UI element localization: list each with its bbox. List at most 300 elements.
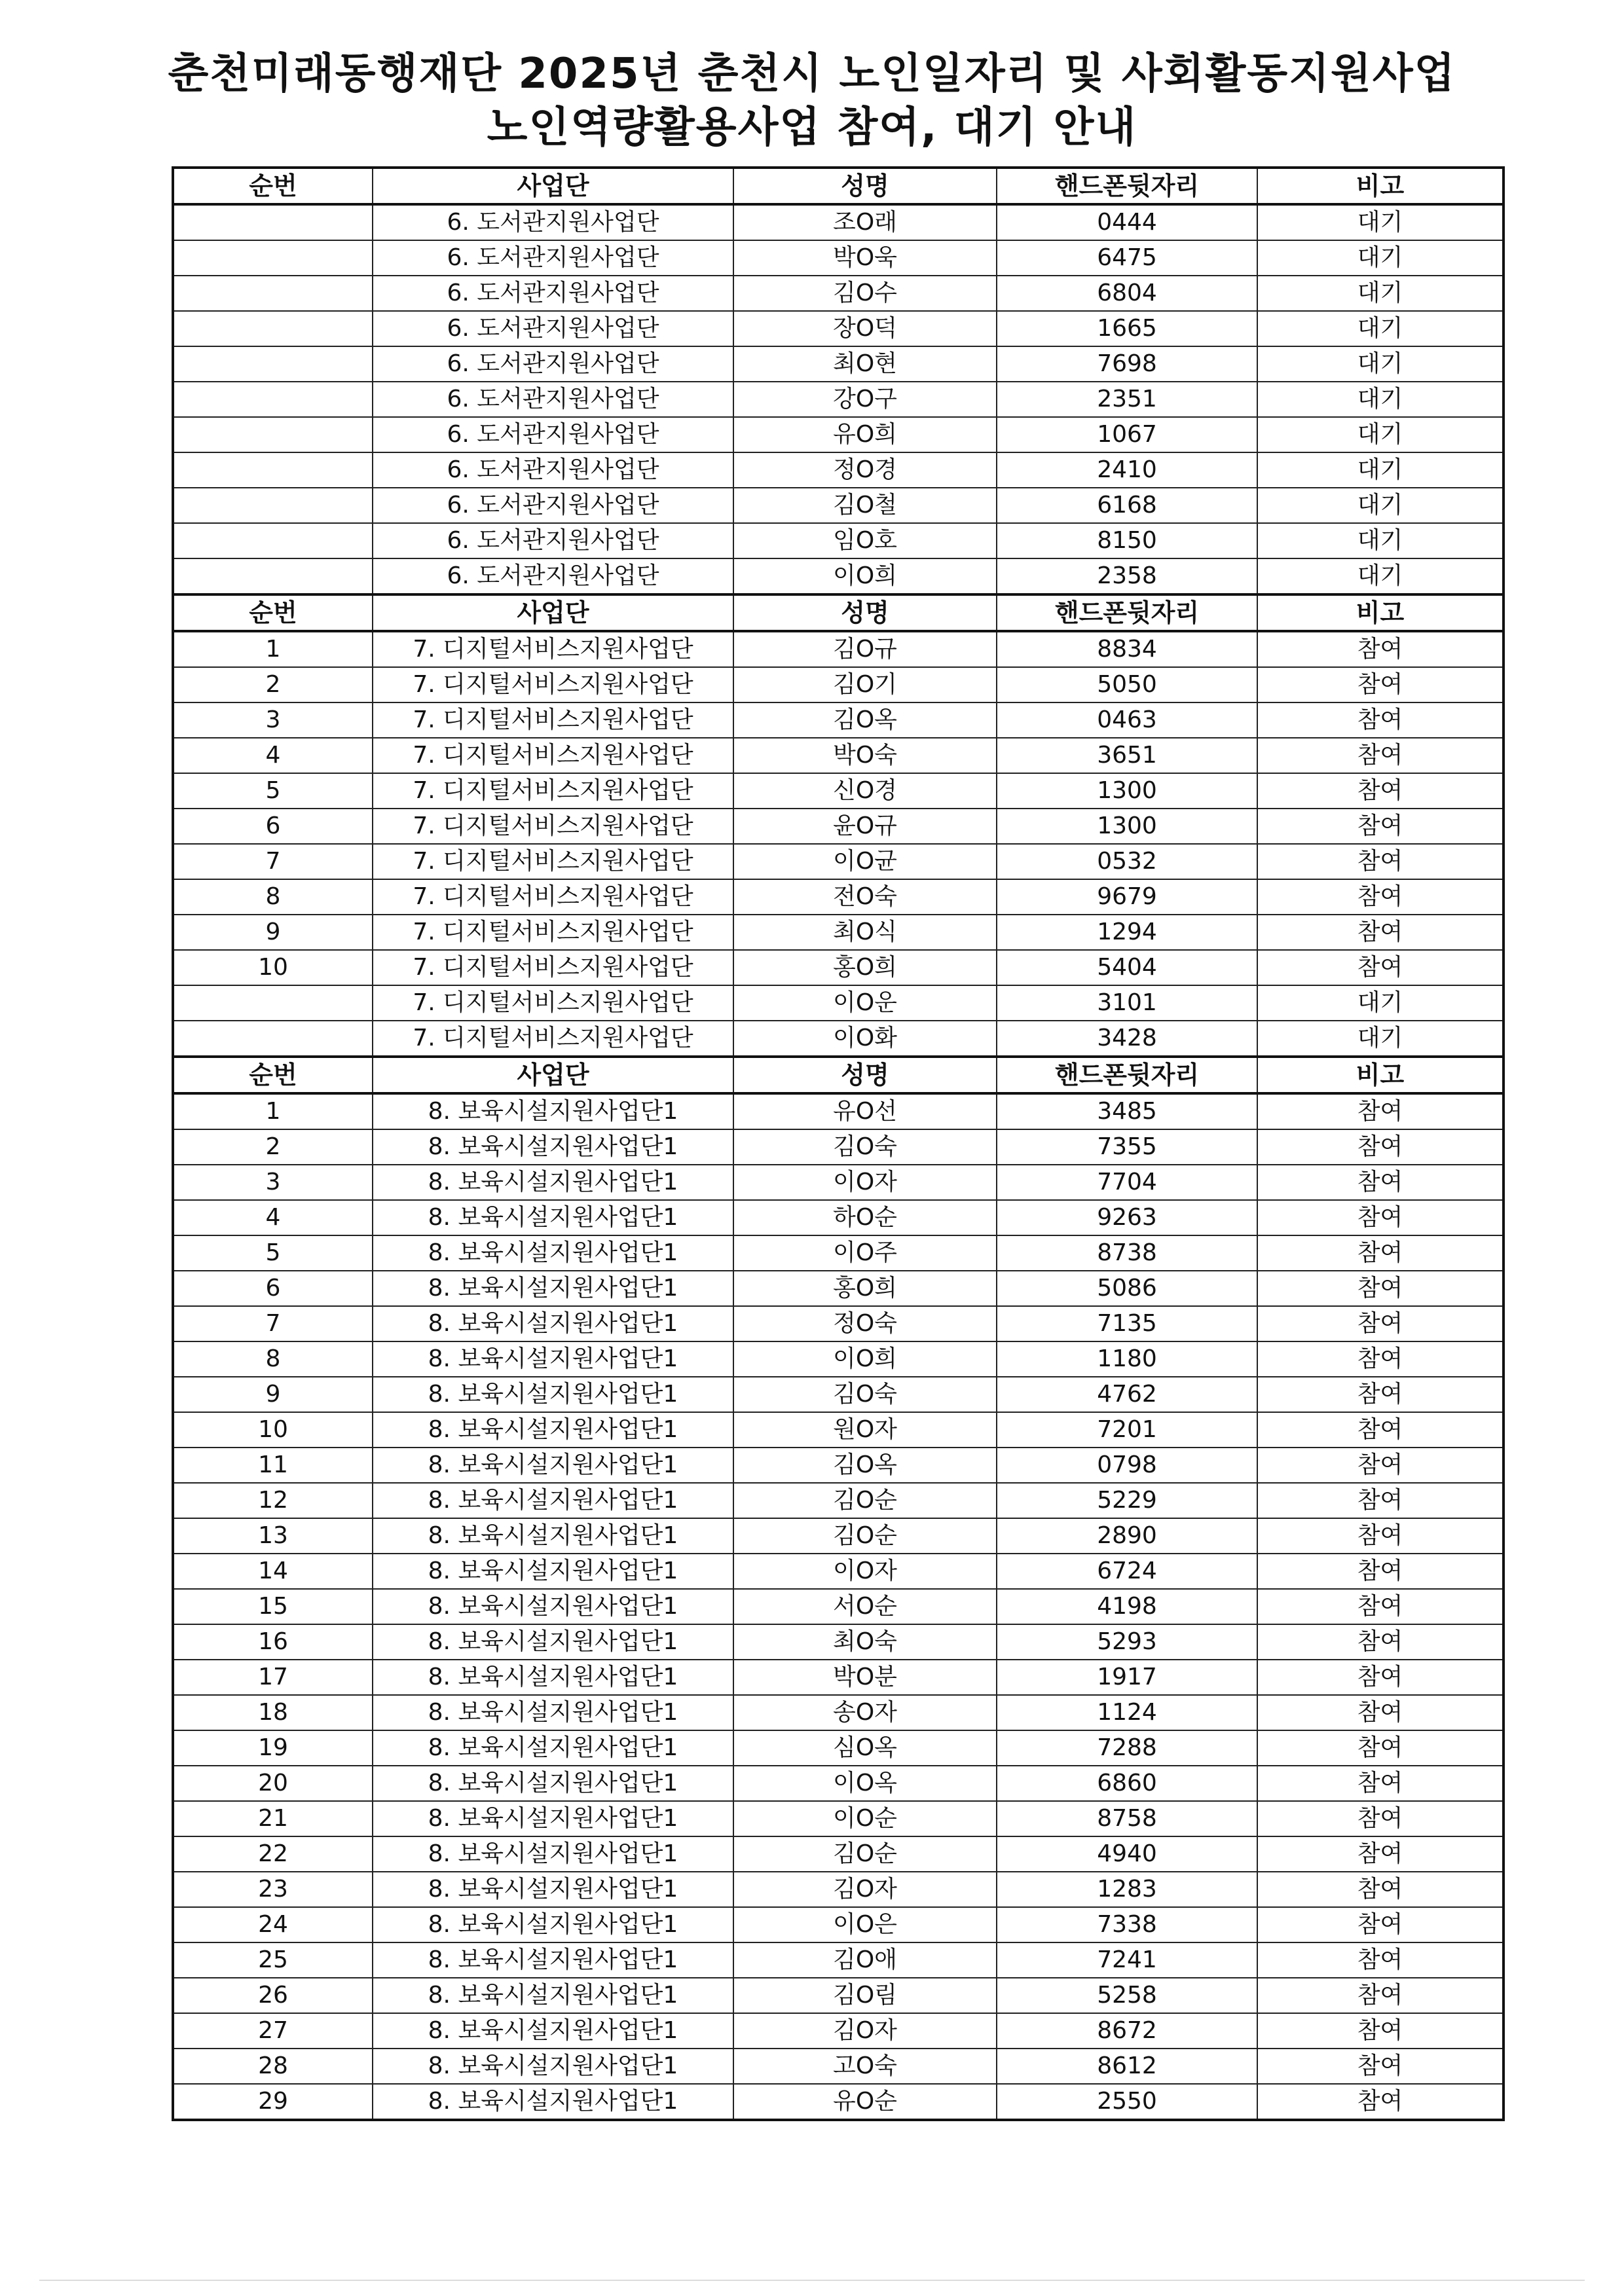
name-cell: 김O자 <box>733 1872 997 1907</box>
row-number-cell: 1 <box>173 1093 373 1129</box>
table-row <box>173 240 1504 276</box>
phone-suffix-cell: 7704 <box>997 1165 1257 1200</box>
row-number-cell: 18 <box>173 1695 373 1730</box>
status-cell: 참여 <box>1257 844 1504 879</box>
table-row <box>173 1412 1504 1448</box>
table-row <box>173 1200 1504 1235</box>
row-number-cell: 8 <box>173 879 373 915</box>
team-cell: 6. 도서관지원사업단 <box>373 240 733 276</box>
status-cell: 참여 <box>1257 1801 1504 1836</box>
status-cell: 참여 <box>1257 1978 1504 2013</box>
name-cell: 장O덕 <box>733 311 997 346</box>
team-cell: 8. 보육시설지원사업단1 <box>373 1766 733 1801</box>
status-cell: 참여 <box>1257 1483 1504 1518</box>
status-cell: 참여 <box>1257 1589 1504 1624</box>
phone-suffix-cell: 6804 <box>997 276 1257 311</box>
team-cell: 8. 보육시설지원사업단1 <box>373 1801 733 1836</box>
team-cell: 7. 디지털서비스지원사업단 <box>373 738 733 773</box>
phone-suffix-cell: 2410 <box>997 452 1257 488</box>
phone-suffix-cell: 8758 <box>997 1801 1257 1836</box>
table-row <box>173 1589 1504 1624</box>
status-cell: 대기 <box>1257 488 1504 523</box>
row-number-cell <box>173 1021 373 1057</box>
phone-suffix-cell: 4198 <box>997 1589 1257 1624</box>
row-number-cell: 6 <box>173 1271 373 1306</box>
status-cell: 대기 <box>1257 204 1504 240</box>
team-cell: 7. 디지털서비스지원사업단 <box>373 915 733 950</box>
phone-suffix-cell: 0444 <box>997 204 1257 240</box>
phone-suffix-cell: 1124 <box>997 1695 1257 1730</box>
name-cell: 최O숙 <box>733 1624 997 1660</box>
name-cell: 하O순 <box>733 1200 997 1235</box>
row-number-cell <box>173 417 373 452</box>
row-number-cell: 29 <box>173 2084 373 2120</box>
table-row <box>173 204 1504 240</box>
team-cell: 7. 디지털서비스지원사업단 <box>373 809 733 844</box>
table-row <box>173 1235 1504 1271</box>
table-row <box>173 773 1504 809</box>
name-cell: 유O순 <box>733 2084 997 2120</box>
table-row <box>173 631 1504 667</box>
team-cell: 6. 도서관지원사업단 <box>373 417 733 452</box>
row-number-cell <box>173 311 373 346</box>
row-number-cell: 11 <box>173 1448 373 1483</box>
table-row <box>173 667 1504 702</box>
team-cell: 7. 디지털서비스지원사업단 <box>373 631 733 667</box>
status-cell: 참여 <box>1257 1306 1504 1341</box>
phone-suffix-cell: 3485 <box>997 1093 1257 1129</box>
column-header-no: 순번 <box>173 594 373 631</box>
table-row <box>173 1021 1504 1057</box>
status-cell: 참여 <box>1257 1200 1504 1235</box>
table-header-row <box>173 168 1504 204</box>
phone-suffix-cell: 8834 <box>997 631 1257 667</box>
status-cell: 참여 <box>1257 1907 1504 1942</box>
status-cell: 참여 <box>1257 2049 1504 2084</box>
name-cell: 이O자 <box>733 1165 997 1200</box>
status-cell: 대기 <box>1257 558 1504 594</box>
phone-suffix-cell: 1300 <box>997 809 1257 844</box>
status-cell: 참여 <box>1257 1872 1504 1907</box>
status-cell: 참여 <box>1257 773 1504 809</box>
status-cell: 참여 <box>1257 1165 1504 1200</box>
column-header-team: 사업단 <box>373 594 733 631</box>
phone-suffix-cell: 0463 <box>997 702 1257 738</box>
document-title <box>0 47 1624 155</box>
row-number-cell: 2 <box>173 1129 373 1165</box>
phone-suffix-cell: 9679 <box>997 879 1257 915</box>
name-cell: 이O순 <box>733 1801 997 1836</box>
status-cell: 대기 <box>1257 452 1504 488</box>
row-number-cell: 20 <box>173 1766 373 1801</box>
table-row <box>173 2013 1504 2049</box>
team-cell: 8. 보육시설지원사업단1 <box>373 2049 733 2084</box>
status-cell: 참여 <box>1257 1660 1504 1695</box>
table-row <box>173 1907 1504 1942</box>
table-row <box>173 1836 1504 1872</box>
row-number-cell: 22 <box>173 1836 373 1872</box>
status-cell: 대기 <box>1257 276 1504 311</box>
team-cell: 8. 보육시설지원사업단1 <box>373 1907 733 1942</box>
name-cell: 박O숙 <box>733 738 997 773</box>
row-number-cell: 5 <box>173 773 373 809</box>
row-number-cell: 2 <box>173 667 373 702</box>
row-number-cell <box>173 452 373 488</box>
title-line-1: 춘천미래동행재단 2025년 춘천시 노인일자리 및 사회활동지원사업 <box>168 50 1456 98</box>
team-cell: 8. 보육시설지원사업단1 <box>373 2013 733 2049</box>
name-cell: 김O수 <box>733 276 997 311</box>
column-header-phone: 핸드폰뒷자리 <box>997 594 1257 631</box>
name-cell: 박O분 <box>733 1660 997 1695</box>
name-cell: 서O순 <box>733 1589 997 1624</box>
phone-suffix-cell: 3428 <box>997 1021 1257 1057</box>
team-cell: 6. 도서관지원사업단 <box>373 276 733 311</box>
name-cell: 이O희 <box>733 558 997 594</box>
status-cell: 대기 <box>1257 240 1504 276</box>
status-cell: 참여 <box>1257 2084 1504 2120</box>
status-cell: 참여 <box>1257 1093 1504 1129</box>
name-cell: 김O철 <box>733 488 997 523</box>
row-number-cell <box>173 558 373 594</box>
phone-suffix-cell: 6168 <box>997 488 1257 523</box>
team-cell: 8. 보육시설지원사업단1 <box>373 1200 733 1235</box>
name-cell: 정O경 <box>733 452 997 488</box>
name-cell: 고O숙 <box>733 2049 997 2084</box>
row-number-cell <box>173 523 373 558</box>
row-number-cell <box>173 204 373 240</box>
column-header-name: 성명 <box>733 1057 997 1093</box>
phone-suffix-cell: 4940 <box>997 1836 1257 1872</box>
team-cell: 7. 디지털서비스지원사업단 <box>373 1021 733 1057</box>
name-cell: 이O옥 <box>733 1766 997 1801</box>
title-line-2: 노인역량활용사업 참여, 대기 안내 <box>487 103 1137 152</box>
row-number-cell: 9 <box>173 1377 373 1412</box>
team-cell: 7. 디지털서비스지원사업단 <box>373 844 733 879</box>
phone-suffix-cell: 7698 <box>997 346 1257 382</box>
status-cell: 참여 <box>1257 2013 1504 2049</box>
table-row <box>173 1341 1504 1377</box>
column-header-phone: 핸드폰뒷자리 <box>997 168 1257 204</box>
column-header-name: 성명 <box>733 168 997 204</box>
phone-suffix-cell: 5050 <box>997 667 1257 702</box>
team-cell: 8. 보육시설지원사업단1 <box>373 1129 733 1165</box>
table-row <box>173 738 1504 773</box>
row-number-cell: 27 <box>173 2013 373 2049</box>
table-row <box>173 1624 1504 1660</box>
team-cell: 6. 도서관지원사업단 <box>373 488 733 523</box>
phone-suffix-cell: 1917 <box>997 1660 1257 1695</box>
status-cell: 참여 <box>1257 1377 1504 1412</box>
table-row <box>173 1093 1504 1129</box>
team-cell: 6. 도서관지원사업단 <box>373 452 733 488</box>
name-cell: 최O식 <box>733 915 997 950</box>
phone-suffix-cell: 5258 <box>997 1978 1257 2013</box>
team-cell: 8. 보육시설지원사업단1 <box>373 1942 733 1978</box>
phone-suffix-cell: 1283 <box>997 1872 1257 1907</box>
row-number-cell <box>173 382 373 417</box>
table-row <box>173 1518 1504 1554</box>
table-header-row <box>173 594 1504 631</box>
row-number-cell: 24 <box>173 1907 373 1942</box>
team-cell: 8. 보육시설지원사업단1 <box>373 1518 733 1554</box>
status-cell: 참여 <box>1257 1271 1504 1306</box>
team-cell: 8. 보육시설지원사업단1 <box>373 1660 733 1695</box>
name-cell: 김O순 <box>733 1483 997 1518</box>
team-cell: 8. 보육시설지원사업단1 <box>373 1695 733 1730</box>
status-cell: 대기 <box>1257 311 1504 346</box>
column-header-name: 성명 <box>733 594 997 631</box>
name-cell: 김O순 <box>733 1518 997 1554</box>
name-cell: 이O운 <box>733 985 997 1021</box>
status-cell: 참여 <box>1257 1518 1504 1554</box>
table-row <box>173 1377 1504 1412</box>
table-row <box>173 1766 1504 1801</box>
name-cell: 김O림 <box>733 1978 997 2013</box>
column-header-no: 순번 <box>173 1057 373 1093</box>
row-number-cell: 19 <box>173 1730 373 1766</box>
phone-suffix-cell: 1665 <box>997 311 1257 346</box>
row-number-cell: 8 <box>173 1341 373 1377</box>
team-cell: 8. 보육시설지원사업단1 <box>373 1483 733 1518</box>
phone-suffix-cell: 2351 <box>997 382 1257 417</box>
team-cell: 7. 디지털서비스지원사업단 <box>373 879 733 915</box>
name-cell: 유O희 <box>733 417 997 452</box>
name-cell: 정O숙 <box>733 1306 997 1341</box>
row-number-cell <box>173 346 373 382</box>
name-cell: 이O균 <box>733 844 997 879</box>
table-row <box>173 1942 1504 1978</box>
table-row <box>173 311 1504 346</box>
name-cell: 김O옥 <box>733 702 997 738</box>
name-cell: 윤O규 <box>733 809 997 844</box>
name-cell: 김O숙 <box>733 1377 997 1412</box>
phone-suffix-cell: 3101 <box>997 985 1257 1021</box>
team-cell: 8. 보육시설지원사업단1 <box>373 1271 733 1306</box>
phone-suffix-cell: 8150 <box>997 523 1257 558</box>
team-cell: 8. 보육시설지원사업단1 <box>373 1836 733 1872</box>
phone-suffix-cell: 9263 <box>997 1200 1257 1235</box>
row-number-cell <box>173 276 373 311</box>
table-row <box>173 1271 1504 1306</box>
name-cell: 유O선 <box>733 1093 997 1129</box>
team-cell: 8. 보육시설지원사업단1 <box>373 1235 733 1271</box>
row-number-cell: 1 <box>173 631 373 667</box>
status-cell: 참여 <box>1257 1942 1504 1978</box>
table-row <box>173 985 1504 1021</box>
status-cell: 참여 <box>1257 1730 1504 1766</box>
team-cell: 8. 보육시설지원사업단1 <box>373 1412 733 1448</box>
team-cell: 6. 도서관지원사업단 <box>373 558 733 594</box>
table-row <box>173 1554 1504 1589</box>
table-row <box>173 915 1504 950</box>
name-cell: 김O숙 <box>733 1129 997 1165</box>
row-number-cell: 4 <box>173 738 373 773</box>
team-cell: 8. 보육시설지원사업단1 <box>373 1377 733 1412</box>
name-cell: 전O숙 <box>733 879 997 915</box>
name-cell: 김O애 <box>733 1942 997 1978</box>
status-cell: 참여 <box>1257 879 1504 915</box>
row-number-cell <box>173 985 373 1021</box>
name-cell: 강O구 <box>733 382 997 417</box>
phone-suffix-cell: 2890 <box>997 1518 1257 1554</box>
team-cell: 8. 보육시설지원사업단1 <box>373 2084 733 2120</box>
table-row <box>173 382 1504 417</box>
team-cell: 8. 보육시설지원사업단1 <box>373 1448 733 1483</box>
phone-suffix-cell: 1180 <box>997 1341 1257 1377</box>
team-cell: 6. 도서관지원사업단 <box>373 382 733 417</box>
phone-suffix-cell: 7135 <box>997 1306 1257 1341</box>
phone-suffix-cell: 0798 <box>997 1448 1257 1483</box>
name-cell: 조O래 <box>733 204 997 240</box>
status-cell: 참여 <box>1257 667 1504 702</box>
phone-suffix-cell: 2358 <box>997 558 1257 594</box>
table-row <box>173 879 1504 915</box>
name-cell: 이O주 <box>733 1235 997 1271</box>
team-cell: 8. 보육시설지원사업단1 <box>373 1589 733 1624</box>
team-cell: 7. 디지털서비스지원사업단 <box>373 702 733 738</box>
phone-suffix-cell: 6724 <box>997 1554 1257 1589</box>
row-number-cell <box>173 240 373 276</box>
status-cell: 대기 <box>1257 523 1504 558</box>
table-row <box>173 702 1504 738</box>
team-cell: 6. 도서관지원사업단 <box>373 311 733 346</box>
table-row <box>173 1730 1504 1766</box>
team-cell: 7. 디지털서비스지원사업단 <box>373 667 733 702</box>
name-cell: 김O자 <box>733 2013 997 2049</box>
row-number-cell: 28 <box>173 2049 373 2084</box>
phone-suffix-cell: 6860 <box>997 1766 1257 1801</box>
table-row <box>173 523 1504 558</box>
row-number-cell: 10 <box>173 1412 373 1448</box>
name-cell: 홍O희 <box>733 950 997 985</box>
row-number-cell <box>173 488 373 523</box>
table-row <box>173 1801 1504 1836</box>
row-number-cell: 25 <box>173 1942 373 1978</box>
table-row <box>173 346 1504 382</box>
phone-suffix-cell: 4762 <box>997 1377 1257 1412</box>
phone-suffix-cell: 5229 <box>997 1483 1257 1518</box>
name-cell: 김O기 <box>733 667 997 702</box>
phone-suffix-cell: 7338 <box>997 1907 1257 1942</box>
table-row <box>173 1872 1504 1907</box>
name-cell: 이O화 <box>733 1021 997 1057</box>
phone-suffix-cell: 3651 <box>997 738 1257 773</box>
table-row <box>173 452 1504 488</box>
phone-suffix-cell: 1300 <box>997 773 1257 809</box>
table-row <box>173 558 1504 594</box>
status-cell: 참여 <box>1257 809 1504 844</box>
team-cell: 7. 디지털서비스지원사업단 <box>373 985 733 1021</box>
row-number-cell: 16 <box>173 1624 373 1660</box>
column-header-team: 사업단 <box>373 1057 733 1093</box>
row-number-cell: 7 <box>173 844 373 879</box>
phone-suffix-cell: 7201 <box>997 1412 1257 1448</box>
table-row <box>173 2084 1504 2120</box>
status-cell: 참여 <box>1257 1554 1504 1589</box>
table-row <box>173 417 1504 452</box>
row-number-cell: 12 <box>173 1483 373 1518</box>
status-cell: 참여 <box>1257 1695 1504 1730</box>
row-number-cell: 5 <box>173 1235 373 1271</box>
phone-suffix-cell: 8672 <box>997 2013 1257 2049</box>
phone-suffix-cell: 5086 <box>997 1271 1257 1306</box>
status-cell: 참여 <box>1257 1129 1504 1165</box>
status-cell: 참여 <box>1257 915 1504 950</box>
column-header-note: 비고 <box>1257 168 1504 204</box>
status-cell: 참여 <box>1257 738 1504 773</box>
name-cell: 송O자 <box>733 1695 997 1730</box>
column-header-note: 비고 <box>1257 594 1504 631</box>
status-cell: 참여 <box>1257 1836 1504 1872</box>
phone-suffix-cell: 1294 <box>997 915 1257 950</box>
table-row <box>173 1660 1504 1695</box>
table-row <box>173 488 1504 523</box>
column-header-team: 사업단 <box>373 168 733 204</box>
phone-suffix-cell: 8738 <box>997 1235 1257 1271</box>
table-row <box>173 950 1504 985</box>
table-row <box>173 1695 1504 1730</box>
row-number-cell: 9 <box>173 915 373 950</box>
status-cell: 대기 <box>1257 346 1504 382</box>
phone-suffix-cell: 7241 <box>997 1942 1257 1978</box>
status-cell: 대기 <box>1257 417 1504 452</box>
row-number-cell: 15 <box>173 1589 373 1624</box>
name-cell: 심O옥 <box>733 1730 997 1766</box>
name-cell: 최O현 <box>733 346 997 382</box>
table-row <box>173 1448 1504 1483</box>
team-cell: 6. 도서관지원사업단 <box>373 204 733 240</box>
column-header-note: 비고 <box>1257 1057 1504 1093</box>
team-cell: 8. 보육시설지원사업단1 <box>373 1306 733 1341</box>
name-cell: 이O자 <box>733 1554 997 1589</box>
team-cell: 8. 보육시설지원사업단1 <box>373 1624 733 1660</box>
phone-suffix-cell: 8612 <box>997 2049 1257 2084</box>
table-row <box>173 2049 1504 2084</box>
status-cell: 대기 <box>1257 1021 1504 1057</box>
phone-suffix-cell: 2550 <box>997 2084 1257 2120</box>
row-number-cell: 21 <box>173 1801 373 1836</box>
row-number-cell: 14 <box>173 1554 373 1589</box>
status-cell: 참여 <box>1257 1448 1504 1483</box>
status-cell: 참여 <box>1257 1766 1504 1801</box>
participant-table <box>172 166 1505 2121</box>
status-cell: 참여 <box>1257 702 1504 738</box>
status-cell: 참여 <box>1257 950 1504 985</box>
row-number-cell: 13 <box>173 1518 373 1554</box>
row-number-cell: 3 <box>173 702 373 738</box>
row-number-cell: 3 <box>173 1165 373 1200</box>
name-cell: 김O규 <box>733 631 997 667</box>
name-cell: 김O순 <box>733 1836 997 1872</box>
table-row <box>173 1129 1504 1165</box>
name-cell: 신O경 <box>733 773 997 809</box>
team-cell: 8. 보육시설지원사업단1 <box>373 1730 733 1766</box>
phone-suffix-cell: 7355 <box>997 1129 1257 1165</box>
team-cell: 6. 도서관지원사업단 <box>373 523 733 558</box>
row-number-cell: 7 <box>173 1306 373 1341</box>
table-row <box>173 1978 1504 2013</box>
name-cell: 홍O희 <box>733 1271 997 1306</box>
phone-suffix-cell: 1067 <box>997 417 1257 452</box>
table-row <box>173 1306 1504 1341</box>
team-cell: 6. 도서관지원사업단 <box>373 346 733 382</box>
status-cell: 참여 <box>1257 631 1504 667</box>
table-row <box>173 1483 1504 1518</box>
page-bottom-rule <box>39 2280 1585 2281</box>
table-row <box>173 1165 1504 1200</box>
phone-suffix-cell: 0532 <box>997 844 1257 879</box>
name-cell: 이O은 <box>733 1907 997 1942</box>
